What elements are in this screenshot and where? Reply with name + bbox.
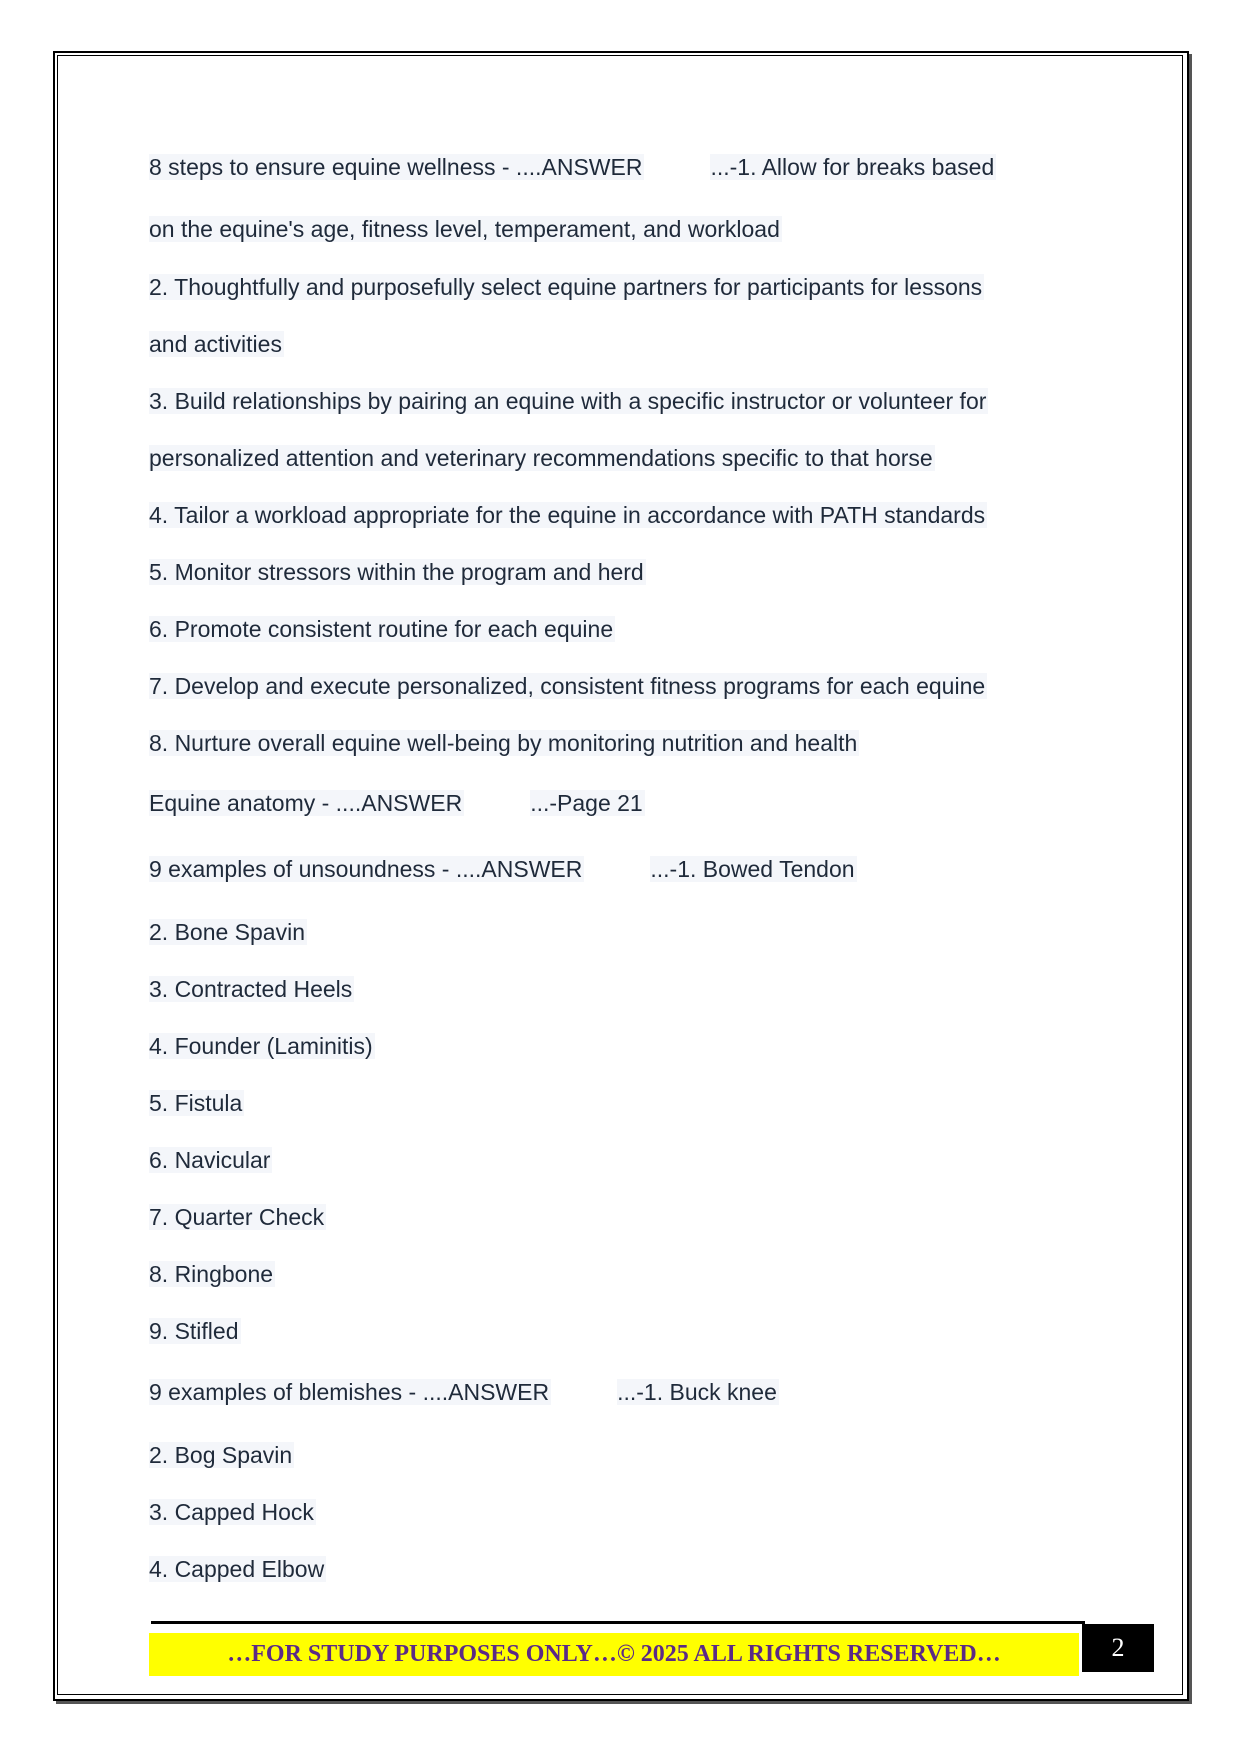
list-item: 5. Fistula — [149, 1090, 243, 1116]
footer-rule — [151, 1621, 1085, 1624]
list-item: 2. Bone Spavin — [149, 919, 306, 945]
question-wellness: 8 steps to ensure equine wellness - ....ANSWER ...-1. Allow for breaks based — [149, 154, 995, 180]
footer-notice: …FOR STUDY PURPOSES ONLY…© 2025 ALL RIGHTS RESERVED… — [149, 1633, 1079, 1676]
question-unsoundness: 9 examples of unsoundness - ....ANSWER ...-1. Bowed Tendon — [149, 856, 855, 882]
answer-line: and activities — [149, 331, 282, 357]
list-item: 6. Navicular — [149, 1147, 271, 1173]
answer-line: 6. Promote consistent routine for each equine — [149, 616, 614, 642]
list-item: 8. Ringbone — [149, 1261, 274, 1287]
answer-line: on the equine's age, fitness level, temperament, and workload — [149, 216, 780, 242]
answer-line: 5. Monitor stressors within the program and herd — [149, 559, 644, 585]
list-item: 3. Capped Hock — [149, 1499, 314, 1525]
list-item: 2. Bog Spavin — [149, 1442, 293, 1468]
answer-line: 3. Build relationships by pairing an equine with a specific instructor or volunteer for — [149, 388, 987, 414]
list-item: 9. Stifled — [149, 1318, 239, 1344]
list-item: 7. Quarter Check — [149, 1204, 325, 1230]
answer-line: personalized attention and veterinary recommendations specific to that horse — [149, 445, 933, 471]
answer-line: 7. Develop and execute personalized, consistent fitness programs for each equine — [149, 673, 986, 699]
answer-line: 8. Nurture overall equine well-being by monitoring nutrition and health — [149, 730, 858, 756]
answer-line: 4. Tailor a workload appropriate for the equine in accordance with PATH standards — [149, 502, 986, 528]
question-blemishes: 9 examples of blemishes - ....ANSWER ...-1. Buck knee — [149, 1379, 777, 1405]
page-number: 2 — [1082, 1624, 1154, 1672]
list-item: 3. Contracted Heels — [149, 976, 353, 1002]
answer-line: 2. Thoughtfully and purposefully select equine partners for participants for lessons — [149, 274, 983, 300]
list-item: 4. Capped Elbow — [149, 1556, 325, 1582]
question-anatomy: Equine anatomy - ....ANSWER ...-Page 21 — [149, 790, 643, 816]
list-item: 4. Founder (Laminitis) — [149, 1033, 373, 1059]
